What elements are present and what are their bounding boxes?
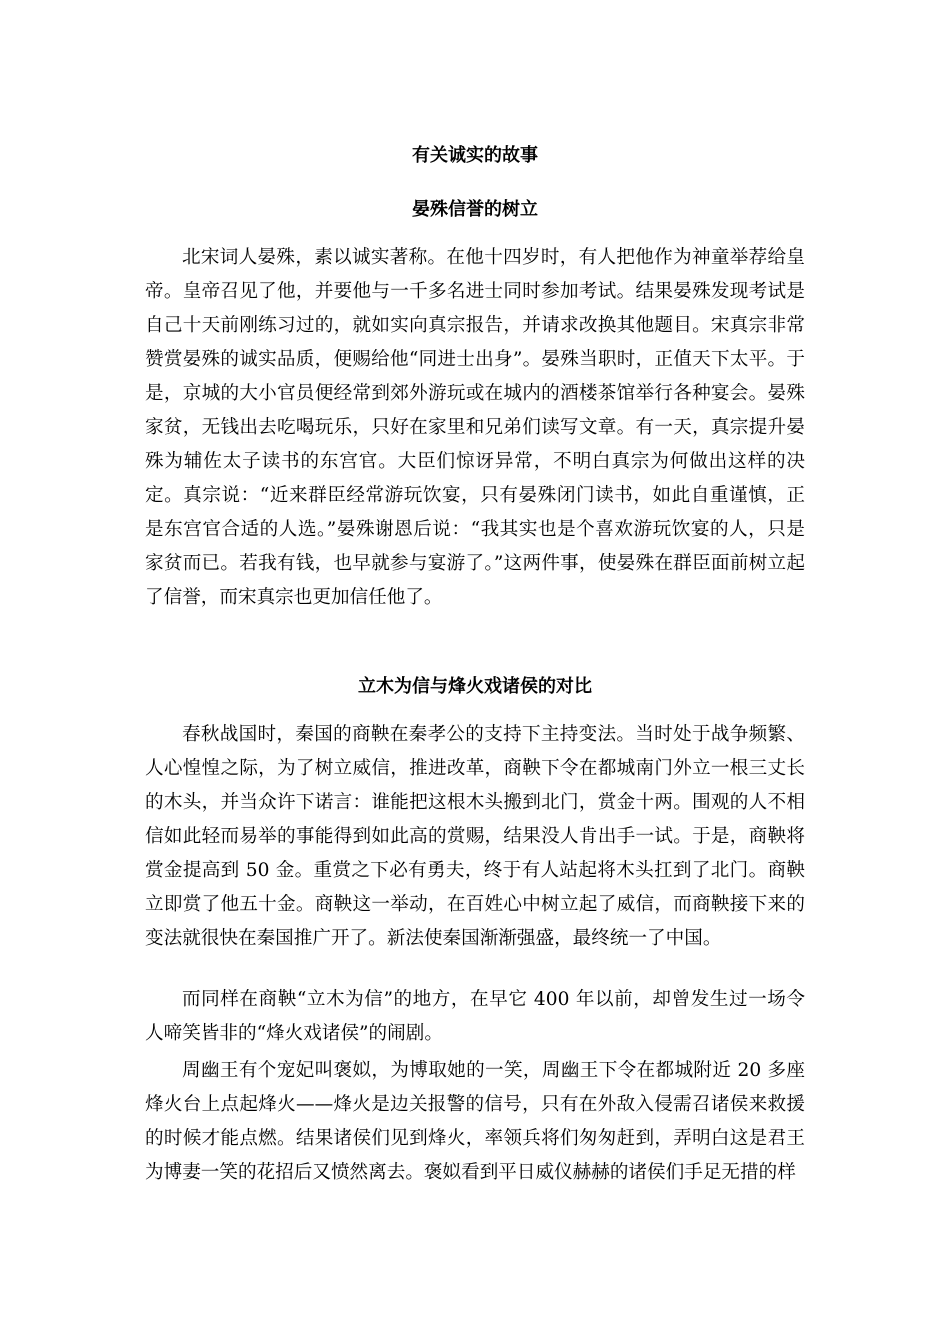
document-title: 有关诚实的故事: [412, 145, 538, 166]
paragraph-shangyang-story: 春秋战国时，秦国的商鞅在秦孝公的支持下主持变法。当时处于战争频繁、人心惶惶之际，为了树立威信，推进改革，商鞅下令在都城南门外立一根三丈长的木头，并当众许下诺言：谁能把这根木头搬到北门，赏金十两。围观的人不相信如此轻而易举的事能得到如此高的赏赐，结果没人肯出手一试。于是，商鞅将赏金提高到 50 金。重赏之下必有勇夫，终于有人站起将木头扛到了北门。商鞅立即赏了他五十金。商鞅这一举动，在百姓心中树立起了威信，而商鞅接下来的变法就很快在秦国推广开了。新法使秦国渐渐强盛，最终统一了中国。: [145, 724, 805, 949]
section-heading-limu-fenghuo: 立木为信与烽火戏诸侯的对比: [358, 676, 592, 697]
paragraph-transition: 而同样在商鞅“立木为信”的地方，在早它 400 年以前，却曾发生过一场令人啼笑皆非的“烽火戏诸侯”的闹剧。: [145, 989, 805, 1044]
paragraph-yanshu-story: 北宋词人晏殊，素以诚实著称。在他十四岁时，有人把他作为神童举荐给皇帝。皇帝召见了他，并要他与一千多名进士同时参加考试。结果晏殊发现考试是自己十天前刚练习过的，就如实向真宗报告，并请求改换其他题目。宋真宗非常赞赏晏殊的诚实品质，便赐给他“同进士出身”。晏殊当职时，正值天下太平。于是，京城的大小官员便经常到郊外游玩或在城内的酒楼茶馆举行各种宴会。晏殊家贫，无钱出去吃喝玩乐，只好在家里和兄弟们读写文章。有一天，真宗提升晏殊为辅佐太子读书的东宫官。大臣们惊讶异常，不明白真宗为何做出这样的决定。真宗说：“近来群臣经常游玩饮宴，只有晏殊闭门读书，如此自重谨慎，正是东宫官合适的人选。”晏殊谢恩后说：“我其实也是个喜欢游玩饮宴的人，只是家贫而已。若我有钱，也早就参与宴游了。”这两件事，使晏殊在群臣面前树立起了信誉，而宋真宗也更加信任他了。: [145, 247, 805, 608]
paragraph-zhouyouwang-story: 周幽王有个宠妃叫褒姒，为博取她的一笑，周幽王下令在都城附近 20 多座烽火台上点起烽火——烽火是边关报警的信号，只有在外敌入侵需召诸侯来救援的时候才能点燃。结果诸侯们见到烽火，率领兵将们匆匆赶到，弄明白这是君王为博妻一笑的花招后又愤然离去。褒姒看到平日威仪赫赫的诸侯们手足无措的样: [145, 1060, 805, 1183]
section-heading-yanshu: 晏殊信誉的树立: [412, 199, 538, 220]
